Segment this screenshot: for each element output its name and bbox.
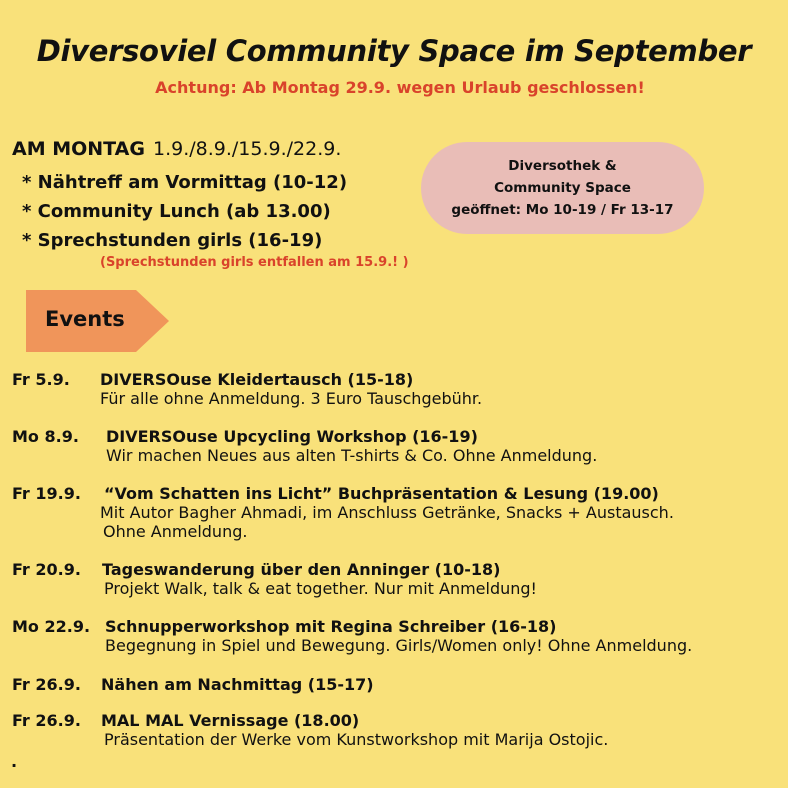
event-description: Ohne Anmeldung. — [103, 522, 248, 541]
event-description: Begegnung in Spiel und Bewegung. Girls/Women only! Ohne Anmeldung. — [105, 636, 693, 655]
event-description: Für alle ohne Anmeldung. 3 Euro Tauschgebühr. — [100, 389, 483, 408]
event-date: Fr 26.9. — [12, 711, 81, 730]
opening-hours-line: geöffnet: Mo 10-19 / Fr 13-17 — [451, 202, 674, 218]
event-description: Präsentation der Werke vom Kunstworkshop mit Marija Ostojic. — [104, 730, 609, 749]
event-item — [12, 711, 608, 749]
event-title: DIVERSOuse Kleidertausch (15-18) — [100, 370, 414, 389]
opening-hours-line: Community Space — [494, 180, 631, 196]
opening-hours-badge — [421, 142, 704, 234]
event-item — [12, 427, 597, 465]
page-title: Diversoviel Community Space im September — [36, 34, 752, 68]
event-description: Wir machen Neues aus alten T-shirts & Co. Ohne Anmeldung. — [106, 446, 598, 465]
event-date: Fr 5.9. — [12, 370, 70, 389]
event-title: Schnupperworkshop mit Regina Schreiber (16-18) — [105, 617, 557, 636]
event-date: Mo 8.9. — [12, 427, 79, 446]
event-date: Fr 20.9. — [12, 560, 81, 579]
event-date: Fr 26.9. — [12, 675, 81, 694]
event-title: MAL MAL Vernissage (18.00) — [101, 711, 360, 730]
monday-item: * Sprechstunden girls (16-19) — [22, 230, 323, 251]
event-title: DIVERSOuse Upcycling Workshop (16-19) — [106, 427, 478, 446]
event-description: Projekt Walk, talk & eat together. Nur mit Anmeldung! — [104, 579, 537, 598]
event-item — [12, 484, 674, 541]
events-label: Events — [45, 307, 125, 331]
event-date: Fr 19.9. — [12, 484, 81, 503]
opening-hours-line: Diversothek & — [508, 158, 617, 174]
monday-dates: 1.9./8.9./15.9./22.9. — [152, 138, 342, 160]
event-item — [12, 560, 537, 598]
closure-warning: Achtung: Ab Montag 29.9. wegen Urlaub geschlossen! — [155, 78, 645, 97]
event-item — [12, 617, 692, 655]
events-banner — [26, 290, 169, 352]
monday-label: AM MONTAG — [12, 138, 145, 160]
event-item — [12, 675, 374, 694]
event-title: Nähen am Nachmittag (15-17) — [101, 675, 374, 694]
monday-note: (Sprechstunden girls entfallen am 15.9.! ) — [100, 255, 409, 270]
monday-item: * Nähtreff am Vormittag (10-12) — [22, 172, 348, 193]
event-item — [12, 370, 482, 408]
monday-schedule-heading — [12, 138, 341, 160]
event-title: Tageswanderung über den Anninger (10-18) — [102, 560, 501, 579]
monday-items — [22, 168, 347, 255]
monday-item: * Community Lunch (ab 13.00) — [22, 201, 331, 222]
event-title: “Vom Schatten ins Licht” Buchpräsentation & Lesung (19.00) — [104, 484, 659, 503]
trailing-mark: . — [11, 752, 18, 771]
event-date: Mo 22.9. — [12, 617, 91, 636]
event-description: Mit Autor Bagher Ahmadi, im Anschluss Getränke, Snacks + Austausch. — [100, 503, 674, 522]
